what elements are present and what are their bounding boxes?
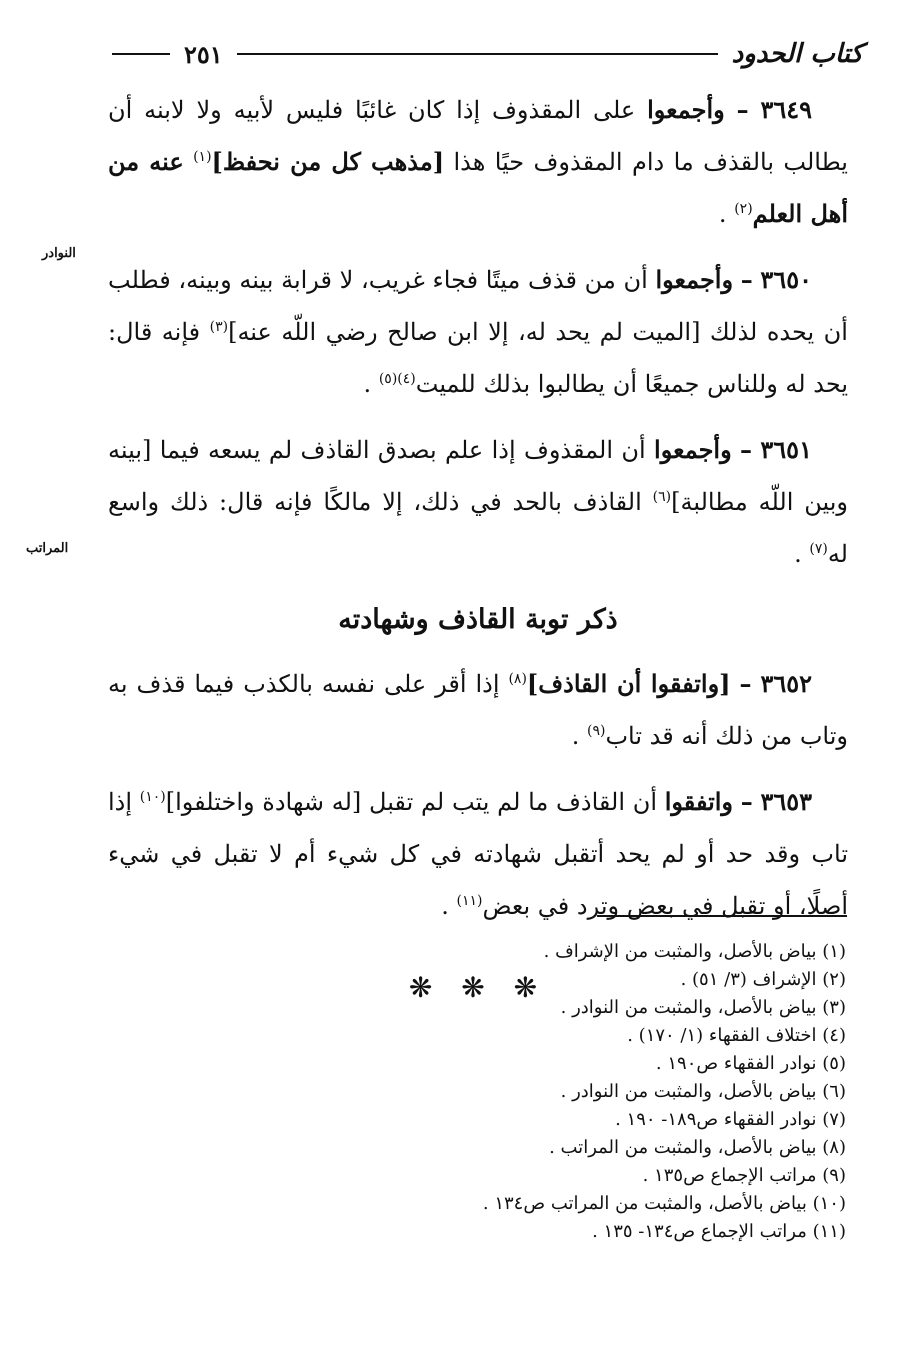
entry-number: ٣٦٤٩	[760, 95, 812, 124]
footnote-item: (٦) بياض بالأصل، والمثبت من النوادر .	[560, 1081, 846, 1102]
footnote-item: (٨) بياض بالأصل، والمثبت من المراتب .	[549, 1137, 846, 1158]
entry-number: ٣٦٥١	[760, 435, 812, 464]
entry-end: .	[363, 370, 372, 398]
section-divider-stars: ❋ ❋ ❋	[408, 971, 548, 1004]
margin-source-label: المراتب	[26, 541, 69, 556]
entry-number: ٣٦٥٣	[760, 787, 813, 816]
entry-dash: –	[740, 435, 753, 464]
footnote-item: (١٠) بياض بالأصل، والمثبت من المراتب ص١٣٤ .	[482, 1193, 846, 1214]
page-number: ٢٥١	[184, 39, 223, 69]
entry-text-after: إذا تاب وقد حد أو لم يحد أتقبل شهادته في كل شيء أم لا تقبل في شيء أصلًا، أو تقبل في بعض وترد في بعض	[108, 788, 848, 920]
entry-dash: –	[740, 787, 753, 816]
footnote-ref: (١)	[193, 149, 212, 165]
entry-3651	[108, 424, 848, 580]
footnote-ref: (٣)	[209, 319, 229, 335]
entry-lead: وأجمعوا	[647, 95, 725, 124]
footnote-ref: (٩)	[586, 723, 606, 739]
footnote-item: (١١) مراتب الإجماع ص١٣٤- ١٣٥ .	[592, 1221, 846, 1242]
entry-end: .	[794, 540, 802, 568]
footnote-ref: (٢)	[734, 201, 753, 217]
footnote-separator	[597, 915, 847, 917]
entry-text-after: القاذف بالحد في ذلك، إلا مالكًا فإنه قال: ذلك واسع له	[108, 488, 848, 568]
entry-bracket: [واتفقوا أن القاذف]	[526, 669, 731, 698]
entry-end: .	[441, 892, 449, 920]
footnote-ref: (١٠)	[139, 789, 166, 805]
footnote-item: (٩) مراتب الإجماع ص١٣٥ .	[642, 1165, 846, 1186]
footnote-ref: (٧)	[809, 541, 828, 557]
header-rule	[237, 53, 718, 55]
entry-end: .	[571, 722, 580, 750]
entry-bracket: [مذهب كل من نحفظ]	[211, 147, 445, 176]
entry-text-after: إذا أقر على نفسه بالكذب فيما قذف به وتاب من ذلك أنه قد تاب	[108, 670, 848, 750]
book-title: كتاب الحدود	[731, 39, 863, 69]
entry-dash: –	[740, 265, 753, 294]
entry-text-after: عنه من أهل العلم	[108, 147, 848, 228]
entry-text: أن من قذف ميتًا فجاء غريب، لا قرابة بينه وبينه، فطلب أن يحده لذلك	[108, 266, 848, 346]
footnote-item: (٤) اختلاف الفقهاء (١/ ١٧٠) .	[627, 1025, 846, 1046]
running-header	[112, 34, 863, 74]
entry-number: ٣٦٥٠	[760, 265, 812, 294]
footnote-ref: (٤)(٥)	[378, 371, 416, 387]
entry-bracket: [له شهادة واختلفوا]	[165, 788, 362, 816]
entry-text: أن القاذف ما لم يتب لم تقبل	[369, 788, 658, 816]
entry-text-after: فإنه قال: يحد له وللناس جميعًا أن يطالبوا بذلك للميت	[108, 318, 848, 398]
footnote-item: (٣) بياض بالأصل، والمثبت من النوادر .	[560, 997, 846, 1018]
header-rule-short	[112, 53, 170, 55]
footnote-item: (٥) نوادر الفقهاء ص١٩٠ .	[655, 1053, 846, 1074]
footnote-ref: (٦)	[652, 489, 672, 505]
entry-bracket: [بينه وبين اللّه مطالبة]	[108, 436, 848, 516]
entry-dash: –	[736, 95, 749, 124]
footnote-item: (٢) الإشراف (٣/ ٥١) .	[680, 969, 846, 990]
footnote-ref: (٨)	[508, 671, 527, 687]
entry-3650	[108, 254, 848, 410]
entry-text: على المقذوف إذا كان غائبًا فليس لأبيه ولا لابنه أن يطالب بالقذف ما دام المقذوف حيًا هذا	[108, 96, 848, 176]
entry-text: أن المقذوف إذا علم بصدق القاذف لم يسعه فيما	[159, 436, 646, 464]
entry-dash: –	[739, 669, 752, 698]
margin-source-label: النوادر	[42, 246, 76, 261]
entry-end: .	[718, 200, 727, 228]
entry-3653	[108, 776, 848, 932]
section-heading: ذكر توبة القاذف وشهادته	[338, 604, 618, 635]
entry-lead: وأجمعوا	[655, 265, 734, 294]
main-text	[108, 84, 848, 1042]
footnote-item: (١) بياض بالأصل، والمثبت من الإشراف .	[543, 941, 846, 962]
entry-lead: وأجمعوا	[654, 435, 732, 464]
footnote-item: (٧) نوادر الفقهاء ص١٨٩- ١٩٠ .	[615, 1109, 846, 1130]
entry-number: ٣٦٥٢	[760, 669, 813, 698]
entry-lead: واتفقوا	[664, 787, 734, 816]
entry-bracket: [الميت لم يحد له، إلا ابن صالح رضي اللّه عنه]	[228, 318, 701, 346]
footnote-ref: (١١)	[456, 893, 483, 909]
entry-3652	[108, 658, 848, 762]
footnotes-list	[160, 938, 846, 1246]
entry-3649	[108, 84, 848, 240]
